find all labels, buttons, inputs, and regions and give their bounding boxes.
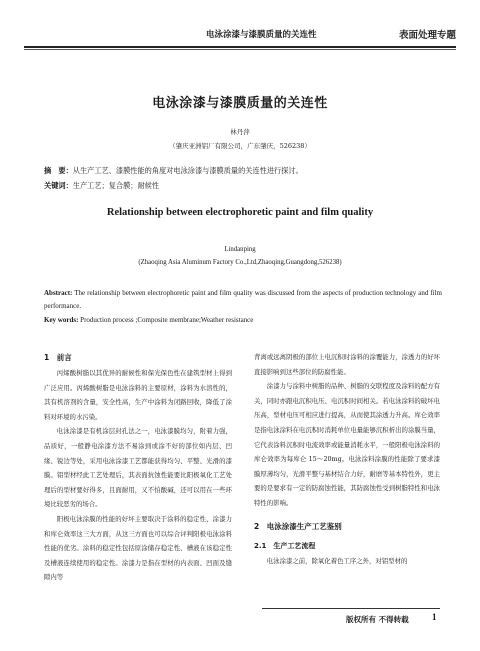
article-title-cn: 电泳涂漆与漆膜质量的关连性 <box>152 96 328 111</box>
journal-section-name: 表面处理专题 <box>398 30 456 41</box>
affiliation-en: (Zhaoqing Asia Aluminum Factory Co.,Ltd,Zhaoqing,Guangdong,526238) <box>138 259 342 266</box>
keywords-cn <box>44 181 440 191</box>
body-column-right <box>254 350 440 568</box>
abstract-text-en: The relationship between electrophoretic paint and film quality was discussed from the aspects of production technology and film performance. <box>44 289 442 310</box>
keywords-text-en: Production process ;Composite membrane;Weather resistance <box>80 316 254 324</box>
paragraph: 背离或远离阴极的部位上电沉积时涂料的涂覆能力，涂透力的好坏直接影响到这些部位的防腐性能。 <box>254 353 440 376</box>
copyright-notice: 版权所有 不得转载 <box>346 615 409 624</box>
affiliation-cn: （肇庆亚洲铝厂有限公司，广东肇庆，526238） <box>169 142 311 150</box>
subsection-heading: 2.1 生产工艺流程 <box>254 541 316 550</box>
keywords-en <box>44 316 442 324</box>
keywords-label-cn: 关键词： <box>44 181 73 190</box>
keywords-label-en: Key words: <box>44 316 79 324</box>
abstract-label-en: Abstract: <box>44 289 73 297</box>
header-rule-thin <box>24 49 456 50</box>
paragraph: 阳极电泳涂膜的性能的好坏主要取决于涂料的稳定性、涂漆力和库仑效率这三大方面，从这三方面也可以综合评判阳极电泳涂料性能的优劣。涂料的稳定性包括原涂储存稳定性、槽液在该稳定性及槽液连续使用的稳定性。涂漆力是指在型材的内表面、凹面及缝隙内等 <box>44 514 232 582</box>
section-heading: 1 前言 <box>44 353 72 362</box>
page-header <box>24 24 456 46</box>
paragraph: 涂漆力与涂料中树脂的品种、树脂的交联程度及涂料的配方有关，同时亦跟电沉积电压、电沉积时间相关。若电泳涂料的破坏电压高，型材电压可相应进行提高，从而使其涂透力升高。库仑效率是指电泳涂料在电沉积时消耗单位电量能够沉积析出的涂膜当量，它代表涂料沉积时电流效率或能量消耗水平，一般阳极电泳涂料的库仑效率为每库仑 15～20mg。电泳涂料涂膜的性能除了要求漆膜厚薄均匀，光滑平整与基材结合力好，耐磨等基本特性外，更主要的是要求有一定的防腐蚀性能，其防腐蚀性受到树脂特性和电泳特性的影响。 <box>254 382 440 507</box>
header-rule <box>24 46 456 48</box>
author-en: Lindanping <box>224 246 256 253</box>
body-column-left <box>44 350 232 585</box>
keywords-text-cn: 生产工艺；复合膜；耐候性 <box>72 181 160 190</box>
paragraph: 电泳涂漆是有机涂层封孔法之一，电泳漆膜均匀，附着力强，品质好，一般静电涂漆方法不易涂到或涂不好的部位如内层、凹缘、锐边等处，采用电泳涂漆工艺都能获得均匀、平整、光滑的漆膜。铝型材经此工艺处理后，其表面抗蚀性能要比阳极氧化工艺处理后的型材要好得多，且面耐用，又不怕酸碱，还可以用在一些环境比较恶劣的场合。 <box>44 427 232 509</box>
page-number: 1 <box>432 612 437 622</box>
footer-rule <box>262 608 440 609</box>
paragraph: 电泳涂漆之前，除氧化着色工序之外，对铝型材的 <box>266 556 408 565</box>
author-cn: 林丹萍 <box>230 128 250 136</box>
abstract-text-cn: 从生产工艺、漆膜性能的角度对电泳涂漆与漆膜质量的关连性进行探讨。 <box>72 166 303 175</box>
abstract-cn <box>44 166 440 176</box>
abstract-en <box>44 287 442 312</box>
paragraph: 丙烯酸树脂以其优异的耐候性和保光保色性在建筑型材上得到广泛应用。丙烯酸树脂是电泳涂料的主要原材，涂料为水溶性的，其有机溶剂的含量，安全性高，生产中涂料为闭路回收，降低了涂料对环境的水污染。 <box>44 369 232 421</box>
running-title: 电泳涂漆与漆膜质量的关连性 <box>206 30 317 40</box>
article-title-en: Relationship between electrophoretic paint and film quality <box>106 207 374 218</box>
abstract-label-cn: 摘 要： <box>44 166 73 175</box>
section-heading: 2 电泳涂漆生产工艺鉴别 <box>254 521 342 531</box>
